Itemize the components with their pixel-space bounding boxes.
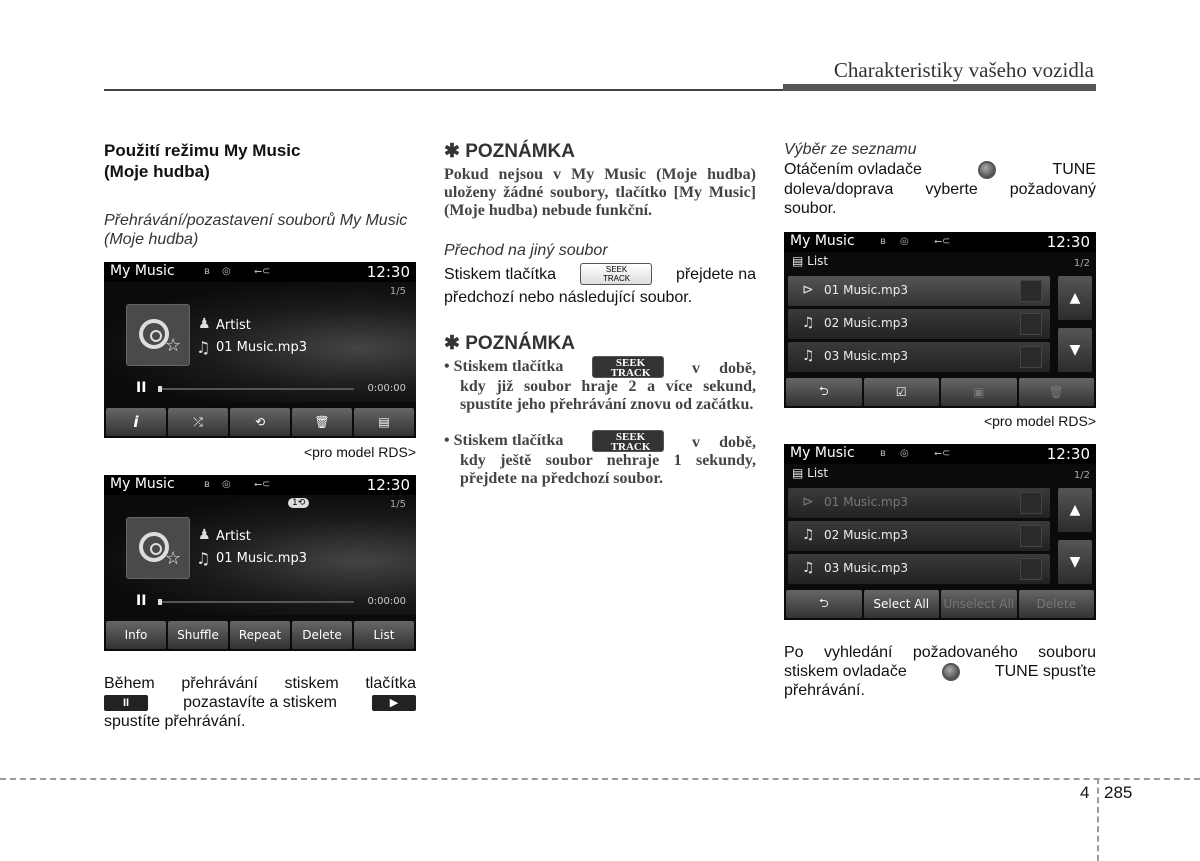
- scroll-down-button[interactable]: ▼: [1058, 328, 1092, 372]
- list-item-name: 01 Music.mp3: [824, 495, 908, 509]
- seek-label: SEEK: [615, 357, 646, 369]
- tune-text-line: [784, 160, 1096, 179]
- bullet2-b: v době, kdy ještě soubor nehraje 1 sekundy, přejdete na předchozí soubor.: [460, 434, 756, 487]
- delete-button[interactable]: 🗑: [292, 408, 352, 436]
- page-number: 285: [1104, 783, 1133, 802]
- tune-text-b: TUNE: [1052, 161, 1096, 178]
- list-item[interactable]: [788, 554, 1050, 584]
- disc-icon: ◎: [900, 236, 909, 247]
- clock: 12:30: [366, 476, 410, 494]
- info-button[interactable]: i: [106, 408, 166, 436]
- delete-button[interactable]: Delete: [292, 621, 352, 649]
- music-note-icon: ♫: [196, 338, 211, 357]
- artist-icon: ♟: [198, 316, 211, 332]
- clock: 12:30: [1046, 445, 1090, 463]
- checkbox[interactable]: [1020, 280, 1042, 302]
- list-item-name: 03 Music.mp3: [824, 561, 908, 575]
- status-bar: [784, 444, 1096, 464]
- bullet1-b: v době, kdy již soubor hraje 2 a více sekund, spustíte jeho přehrávání znovu od začátku.: [460, 360, 756, 413]
- tune-knob-icon: [978, 161, 996, 179]
- body-text-line1: Během přehrávání stiskem tlačítka: [104, 675, 416, 692]
- play-button-icon: ▶: [372, 695, 416, 711]
- screen-title: My Music: [790, 445, 855, 461]
- track-label: TRACK: [610, 441, 651, 453]
- list-item[interactable]: [788, 342, 1050, 372]
- chapter-number: 4: [1080, 783, 1090, 802]
- footer-divider: [1097, 778, 1099, 861]
- tune-play-text-d: přehrávání.: [784, 682, 865, 699]
- list-icon: ▤: [792, 466, 808, 480]
- track-counter: 1/5: [389, 499, 406, 510]
- button-row: [104, 619, 416, 651]
- bluetooth-icon: ʙ: [204, 266, 210, 277]
- note-heading-2: ✱ POZNÁMKA: [444, 333, 575, 354]
- disc-icon: ◎: [900, 448, 909, 459]
- checkbox[interactable]: [1020, 346, 1042, 368]
- music-note-icon: ♫: [196, 549, 211, 568]
- info-button[interactable]: Info: [106, 621, 166, 649]
- repeat-one-badge: 1⟲: [288, 498, 309, 508]
- tune-text-c: doleva/doprava vyberte požadovaný soubor.: [784, 181, 1096, 217]
- tune-knob-icon: [942, 663, 960, 681]
- progress-bar[interactable]: [158, 388, 354, 390]
- seek-label: SEEK: [615, 431, 646, 443]
- star-icon: ☆: [165, 548, 182, 569]
- scroll-down-button[interactable]: ▼: [1058, 540, 1092, 584]
- unmark-button[interactable]: ▣: [941, 378, 1017, 406]
- repeat-button[interactable]: Repeat: [230, 621, 290, 649]
- play-circle-icon: ⊳: [802, 282, 814, 298]
- scroll-up-button[interactable]: ▲: [1058, 488, 1092, 532]
- track-name: 01 Music.mp3: [216, 551, 307, 566]
- tune-play-line: [784, 662, 1096, 681]
- list-item[interactable]: [788, 488, 1050, 518]
- screen-list-rds: [784, 232, 1096, 408]
- bluetooth-icon: ʙ: [204, 479, 210, 490]
- usb-icon: ⭠⊂: [934, 448, 951, 459]
- progress-bar[interactable]: [158, 601, 354, 603]
- checkbox[interactable]: [1020, 492, 1042, 514]
- list-icon: ▤: [792, 254, 808, 268]
- track-name: 01 Music.mp3: [216, 340, 307, 355]
- checkbox[interactable]: [1020, 525, 1042, 547]
- note-heading-1: ✱ POZNÁMKA: [444, 141, 575, 162]
- delete-button[interactable]: 🗑: [1019, 378, 1095, 406]
- tune-play-text-c: TUNE spusťte: [994, 663, 1096, 680]
- play-circle-icon: ⊳: [802, 494, 814, 510]
- seek-track-button-icon: [580, 263, 652, 285]
- list-item[interactable]: [788, 309, 1050, 339]
- checkbox[interactable]: [1020, 313, 1042, 335]
- checkbox[interactable]: [1020, 558, 1042, 580]
- tune-play-text-a: Po vyhledání požadovaného souboru: [784, 644, 1096, 661]
- list-item-name: 01 Music.mp3: [824, 283, 908, 297]
- bluetooth-icon: ʙ: [880, 448, 886, 459]
- list-item[interactable]: [788, 521, 1050, 551]
- back-button[interactable]: ⮌: [786, 378, 862, 406]
- music-note-icon: ♫: [802, 315, 815, 331]
- pause-button-icon: II: [104, 695, 148, 711]
- bullet2-a: • Stiskem tlačítka: [444, 432, 564, 449]
- pause-icon[interactable]: II: [136, 380, 147, 396]
- usb-icon: ⭠⊂: [934, 236, 951, 247]
- body-text-line2: [104, 693, 416, 712]
- list-header: [792, 254, 828, 268]
- caption-rds-1: <pro model RDS>: [303, 444, 416, 460]
- usb-icon: ⭠⊂: [254, 266, 271, 277]
- list-button[interactable]: ▤: [354, 408, 414, 436]
- elapsed-time: 0:00:00: [367, 596, 406, 607]
- status-bar: [104, 262, 416, 282]
- list-label: List: [807, 466, 829, 480]
- star-icon: ☆: [165, 335, 182, 356]
- list-button[interactable]: List: [354, 621, 414, 649]
- album-art: [126, 304, 190, 366]
- button-row: [784, 588, 1096, 620]
- music-note-icon: ♫: [802, 560, 815, 576]
- seek-label: SEEK: [605, 265, 628, 274]
- artist-name: Artist: [216, 529, 251, 544]
- track-label: TRACK: [610, 367, 651, 379]
- disc-icon: ◎: [222, 479, 231, 490]
- music-note-icon: ♫: [802, 348, 815, 364]
- list-item[interactable]: [788, 276, 1050, 306]
- subheading-select-list: Výběr ze seznamu: [784, 141, 917, 158]
- pause-icon[interactable]: II: [136, 593, 147, 609]
- caption-rds-2: <pro model RDS>: [983, 413, 1096, 429]
- seek-text-c: předchozí nebo následující soubor.: [444, 289, 693, 306]
- list-label: List: [807, 254, 829, 268]
- tune-text-a: Otáčením ovladače: [784, 161, 922, 178]
- screen-title: My Music: [110, 476, 175, 492]
- running-header: Charakteristiky vašeho vozidla: [833, 58, 1094, 82]
- seek-text-line: [444, 263, 756, 285]
- subheading-next-file: Přechod na jiný soubor: [444, 242, 608, 259]
- clock: 12:30: [1046, 233, 1090, 251]
- elapsed-time: 0:00:00: [367, 383, 406, 394]
- seek-text-b: přejdete na: [675, 265, 756, 283]
- back-button[interactable]: ⮌: [786, 590, 862, 618]
- button-row: [104, 406, 416, 438]
- footer-rule: [0, 778, 1200, 780]
- page-indicator: 1/2: [1073, 470, 1090, 481]
- body-text-pause: pozastavíte a stiskem: [183, 694, 337, 711]
- track-counter: 1/5: [389, 286, 406, 297]
- status-bar: [784, 232, 1096, 252]
- button-row: [784, 376, 1096, 408]
- subheading-playback: Přehrávání/pozastavení souborů My Music (Moje hudba): [104, 212, 408, 248]
- album-art: [126, 517, 190, 579]
- list-item-name: 03 Music.mp3: [824, 349, 908, 363]
- list-item-name: 02 Music.mp3: [824, 316, 908, 330]
- select-all-button[interactable]: Select All: [864, 590, 940, 618]
- mark-button[interactable]: ☑: [864, 378, 940, 406]
- body-text-line3: spustíte přehrávání.: [104, 713, 246, 730]
- shuffle-button[interactable]: Shuffle: [168, 621, 228, 649]
- status-bar: [104, 475, 416, 495]
- header-rule-accent: [783, 84, 1096, 91]
- screen-list-non-rds: [784, 444, 1096, 620]
- unselect-all-button[interactable]: Unselect All: [941, 590, 1017, 618]
- bluetooth-icon: ʙ: [880, 236, 886, 247]
- section-heading: Použití režimu My Music (Moje hudba): [104, 141, 301, 181]
- clock: 12:30: [366, 263, 410, 281]
- track-label: TRACK: [602, 274, 631, 283]
- note-text-1: Pokud nejsou v My Music (Moje hudba) uloženy žádné soubory, tlačítko [My Music] (Moje hudba) nebude funkční.: [444, 166, 756, 219]
- screen-title: My Music: [790, 233, 855, 249]
- usb-icon: ⭠⊂: [254, 479, 271, 490]
- page-indicator: 1/2: [1073, 258, 1090, 269]
- repeat-button[interactable]: ⟲: [230, 408, 290, 436]
- bullet1-a: • Stiskem tlačítka: [444, 358, 564, 375]
- shuffle-button[interactable]: ⤮: [168, 408, 228, 436]
- delete-button[interactable]: Delete: [1019, 590, 1095, 618]
- screen-my-music-rds: [104, 262, 416, 438]
- list-header: [792, 466, 828, 480]
- artist-name: Artist: [216, 318, 251, 333]
- music-note-icon: ♫: [802, 527, 815, 543]
- tune-play-text-b: stiskem ovladače: [784, 663, 907, 680]
- screen-title: My Music: [110, 263, 175, 279]
- artist-icon: ♟: [198, 527, 211, 543]
- screen-my-music-non-rds: [104, 475, 416, 651]
- scroll-up-button[interactable]: ▲: [1058, 276, 1092, 320]
- disc-icon: ◎: [222, 266, 231, 277]
- list-item-name: 02 Music.mp3: [824, 528, 908, 542]
- seek-text-a: Stiskem tlačítka: [444, 265, 557, 283]
